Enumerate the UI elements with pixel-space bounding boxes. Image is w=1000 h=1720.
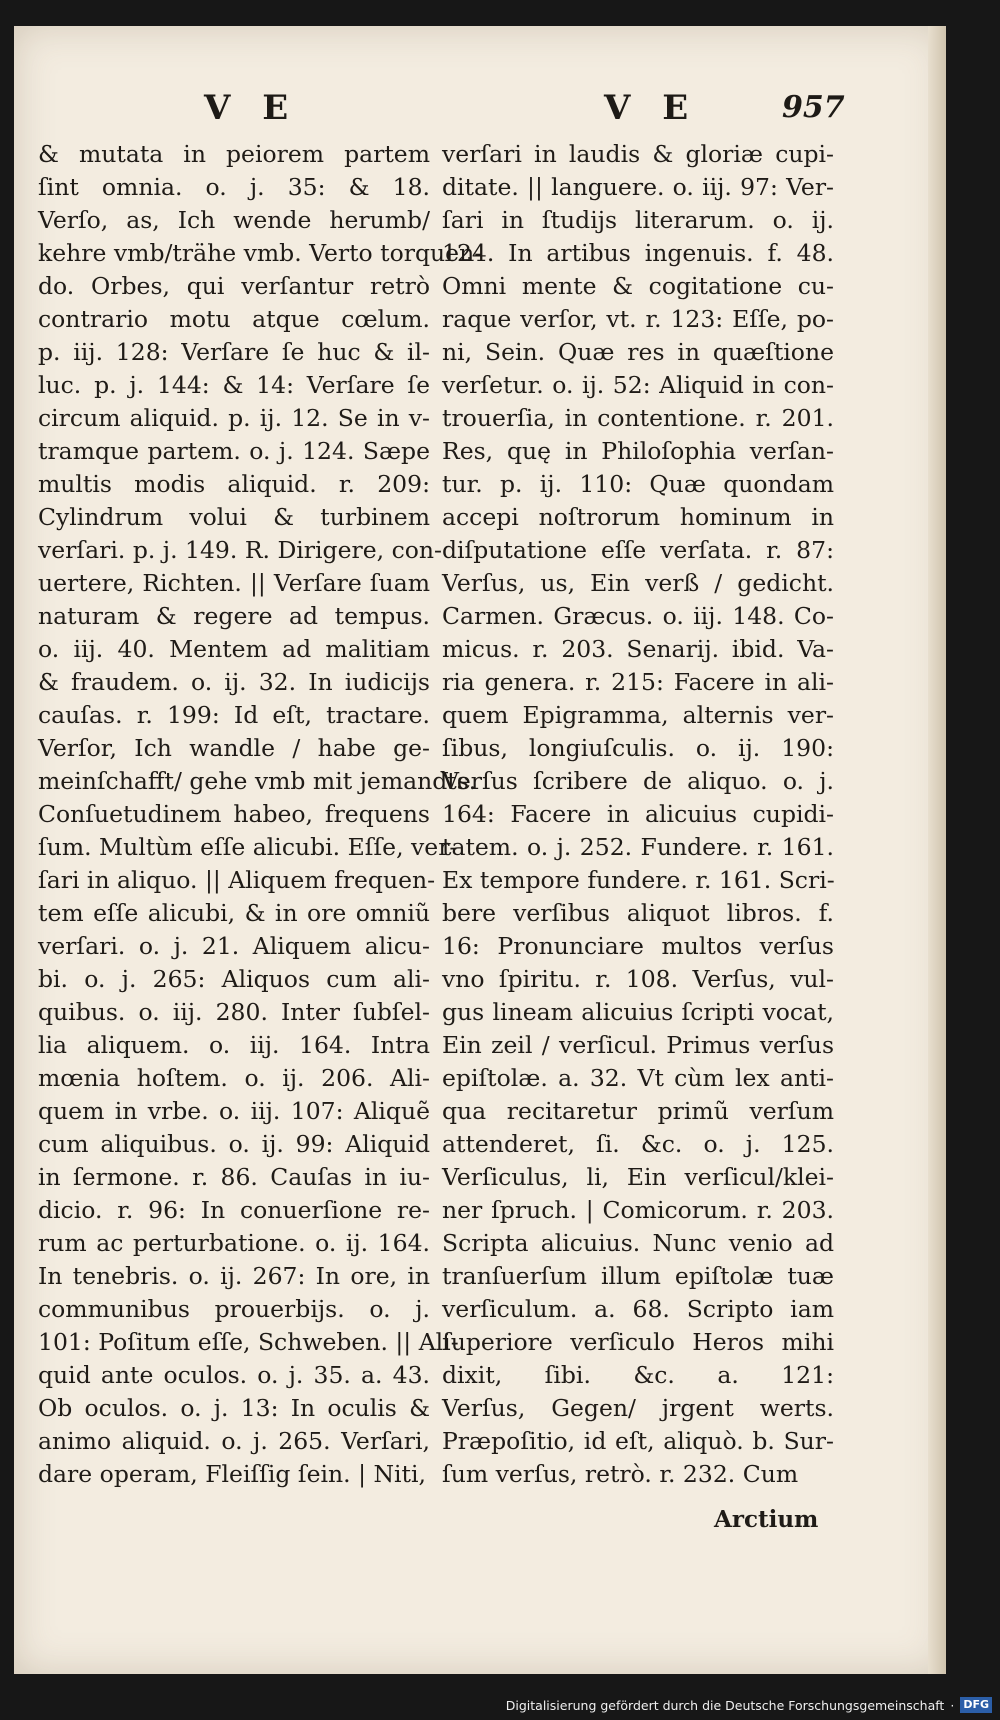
text-line: verſari in laudis & gloriæ cupi-: [442, 140, 834, 168]
text-line: bi. o. j. 265: Aliquos cum ali-: [38, 965, 430, 993]
text-line: mœnia hoſtem. o. ij. 206. Ali-: [38, 1064, 430, 1092]
text-line: trouerſia, in contentione. r. 201.: [442, 404, 834, 432]
text-line: multis modis aliquid. r. 209:: [38, 470, 430, 498]
text-line: Verſo, as, Ich wende herumb/: [38, 206, 430, 234]
left-column: [38, 138, 483, 1491]
page-edge: [928, 26, 946, 1674]
text-line: diſputatione eſſe verſata. r. 87:: [442, 536, 834, 564]
book-page: [14, 26, 946, 1674]
text-line: ſum verſus, retrò. r. 232. Cum: [442, 1460, 799, 1488]
text-line: qua recitaretur primũ verſum: [442, 1097, 834, 1125]
text-line: raque verſor, vt. r. 123: Eſſe, po-: [442, 305, 834, 333]
text-line: In tenebris. o. ij. 267: In ore, in: [38, 1262, 430, 1290]
text-line: cum aliquibus. o. ij. 99: Aliquid: [38, 1130, 430, 1158]
text-line: meinſchafft/ gehe vmb mit jemandts.: [38, 767, 477, 795]
text-line: Ein zeil / verſicul. Primus verſus: [442, 1031, 834, 1059]
text-line: Conſuetudinem habeo, frequens: [38, 800, 430, 828]
text-line: quibus. o. iij. 280. Inter ſubſel-: [38, 998, 430, 1026]
text-line: 16: Pronunciare multos verſus: [442, 932, 834, 960]
footer-text: Digitalisierung gefördert durch die Deutsche Forschungsgemeinschaft: [505, 1697, 945, 1713]
text-line: contrario motu atque cœlum.: [38, 305, 430, 333]
catchword: Arctium: [714, 1506, 819, 1533]
text-line: cauſas. r. 199: Id eſt, tractare.: [38, 701, 430, 729]
text-line: ner ſpruch. | Comicorum. r. 203.: [442, 1196, 834, 1224]
text-line: micus. r. 203. Senarij. ibid. Va-: [442, 635, 834, 663]
digitization-footer: Digitalisierung gefördert durch die Deutsche Forschungsgemeinschaft · DFG: [506, 1692, 992, 1718]
text-line: ditate. || languere. o. iij. 97: Ver-: [442, 173, 834, 201]
text-line: verſari. p. j. 149. R. Dirigere, con-: [38, 536, 442, 564]
text-line: dixit, ſibi. &c. a. 121:: [442, 1361, 834, 1389]
text-line: ſuperiore verſiculo Heros mihi: [442, 1328, 834, 1356]
text-line: p. iij. 128: Verſare ſe huc & il-: [38, 338, 430, 366]
text-line: dare operam, Fleiſſig ſein. | Niti,: [38, 1460, 426, 1488]
text-line: Cylindrum volui & turbinem: [38, 503, 430, 531]
text-line: uertere, Richten. || Verſare ſuam: [38, 569, 430, 597]
text-line: communibus prouerbijs. o. j.: [38, 1295, 430, 1323]
text-line: ni, Sein. Quæ res in quæſtione: [442, 338, 834, 366]
text-line: lia aliquem. o. iij. 164. Intra: [38, 1031, 430, 1059]
text-line: verſiculum. a. 68. Scripto iam: [442, 1295, 834, 1323]
header-right: V E: [604, 88, 699, 128]
running-header: [14, 88, 946, 138]
text-line: kehre vmb/trähe vmb. Verto torquen-: [38, 239, 483, 267]
text-line: ſint omnia. o. j. 35: & 18.: [38, 173, 430, 201]
text-line: rum ac perturbatione. o. ij. 164.: [38, 1229, 430, 1257]
text-line: ſibus, longiuſculis. o. ij. 190:: [442, 734, 834, 762]
text-line: 164: Facere in alicuius cupidi-: [442, 800, 834, 828]
dfg-logo: DFG: [960, 1697, 992, 1713]
text-line: epiſtolæ. a. 32. Vt cùm lex anti-: [442, 1064, 834, 1092]
right-column: [442, 138, 834, 1491]
text-line: quem Epigramma, alternis ver-: [442, 701, 834, 729]
text-line: accepi noſtrorum hominum in: [442, 503, 834, 531]
text-line: naturam & regere ad tempus.: [38, 602, 430, 630]
text-line: Ex tempore fundere. r. 161. Scri-: [442, 866, 835, 894]
header-left: V E: [204, 88, 299, 128]
text-line: animo aliquid. o. j. 265. Verſari,: [38, 1427, 430, 1455]
text-line: bere verſibus aliquot libros. f.: [442, 899, 834, 927]
text-line: do. Orbes, qui verſantur retrò: [38, 272, 430, 300]
text-line: tatem. o. j. 252. Fundere. r. 161.: [442, 833, 834, 861]
text-line: circum aliquid. p. ij. 12. Se in v-: [38, 404, 430, 432]
text-line: & mutata in peiorem partem: [38, 140, 430, 168]
text-line: verſetur. o. ij. 52: Aliquid in con-: [442, 371, 834, 399]
text-line: Verſor, Ich wandle / habe ge-: [38, 734, 430, 762]
text-line: gus lineam alicuius ſcripti vocat,: [442, 998, 834, 1026]
text-line: ria genera. r. 215: Facere in ali-: [442, 668, 834, 696]
text-line: luc. p. j. 144: & 14: Verſare ſe: [38, 371, 430, 399]
text-line: ſum. Multùm eſſe alicubi. Eſſe, ver-: [38, 833, 458, 861]
text-line: Omni mente & cogitatione cu-: [442, 272, 834, 300]
text-line: Præpoſitio, id eſt, aliquò. b. Sur-: [442, 1427, 834, 1455]
text-line: Carmen. Græcus. o. iij. 148. Co-: [442, 602, 834, 630]
text-line: Scripta alicuius. Nunc venio ad: [442, 1229, 834, 1257]
text-line: Verſiculus, li, Ein verſicul/klei-: [442, 1163, 834, 1191]
text-line: ſari in aliquo. || Aliquem frequen-: [38, 866, 436, 894]
text-line: o. iij. 40. Mentem ad malitiam: [38, 635, 430, 663]
text-line: 101: Poſitum eſſe, Schweben. || Ali-: [38, 1328, 459, 1356]
text-line: Verſus ſcribere de aliquo. o. j.: [442, 767, 834, 795]
text-line: Ob oculos. o. j. 13: In oculis &: [38, 1394, 430, 1422]
text-line: verſari. o. j. 21. Aliquem alicu-: [38, 932, 430, 960]
text-line: in ſermone. r. 86. Cauſas in iu-: [38, 1163, 430, 1191]
text-line: dicio. r. 96: In conuerſione re-: [38, 1196, 430, 1224]
text-line: Verſus, Gegen/ jrgent werts.: [442, 1394, 834, 1422]
text-line: & fraudem. o. ij. 32. In iudicijs: [38, 668, 430, 696]
text-line: 124. In artibus ingenuis. f. 48.: [442, 239, 834, 267]
text-line: attenderet, ſi. &c. o. j. 125.: [442, 1130, 834, 1158]
text-line: tramque partem. o. j. 124. Sæpe: [38, 437, 430, 465]
text-line: vno ſpiritu. r. 108. Verſus, vul-: [442, 965, 834, 993]
text-line: tur. p. ij. 110: Quæ quondam: [442, 470, 834, 498]
text-line: ſari in ſtudijs literarum. o. ij.: [442, 206, 834, 234]
text-line: Res, quę in Philoſophia verſan-: [442, 437, 834, 465]
page-number: 957: [782, 90, 845, 125]
text-line: Verſus, us, Ein verß / gedicht.: [442, 569, 834, 597]
text-line: quid ante oculos. o. j. 35. a. 43.: [38, 1361, 430, 1389]
text-line: quem in vrbe. o. iij. 107: Aliquẽ: [38, 1097, 430, 1125]
text-line: tem eſſe alicubi, & in ore omniũ: [38, 899, 430, 927]
text-line: tranſuerſum illum epiſtolæ tuæ: [442, 1262, 834, 1290]
